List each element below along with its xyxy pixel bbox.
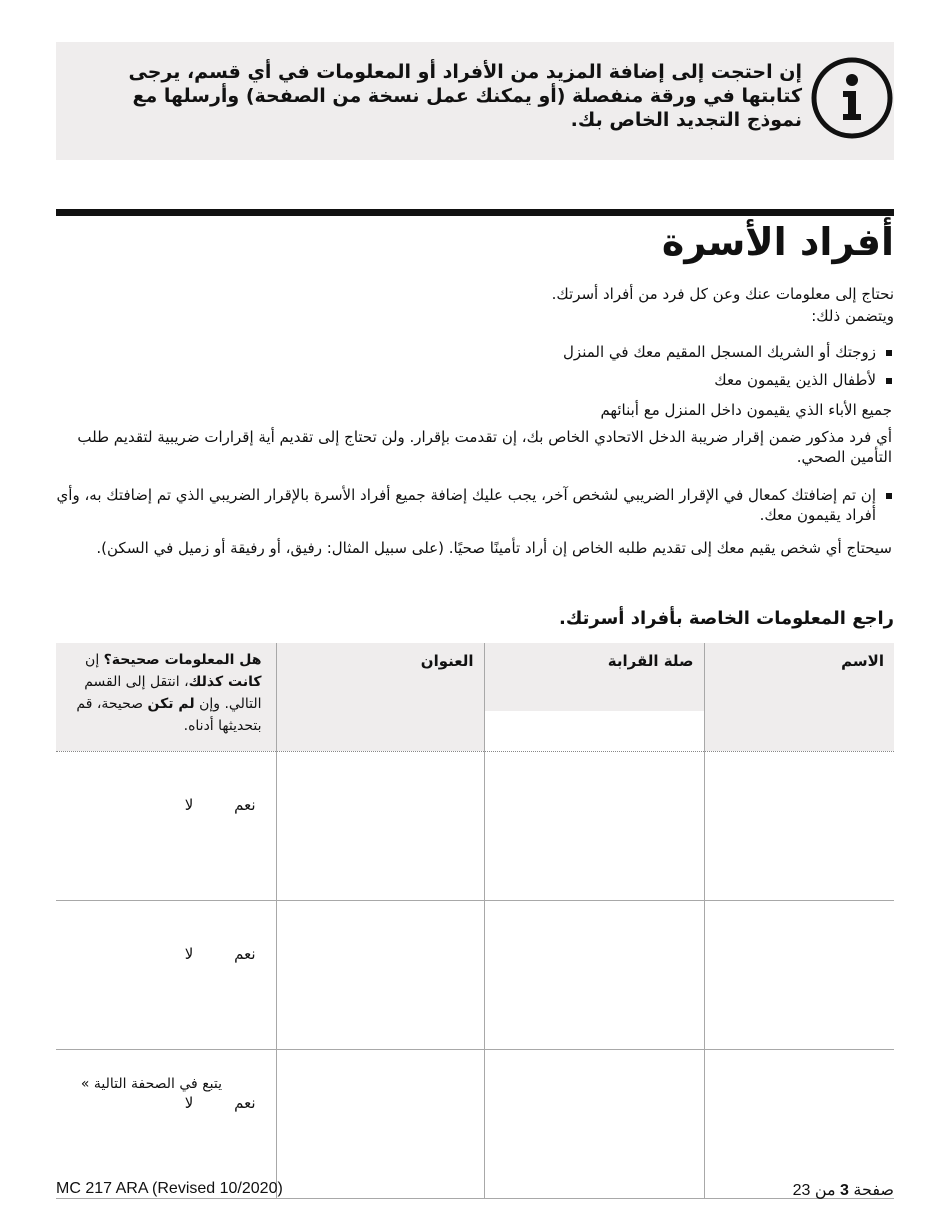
line-parents: جميع الأباء الذي يقيمون داخل المنزل مع أبنائهم: [600, 401, 892, 419]
section-title: أفراد الأسرة: [661, 220, 894, 264]
info-notice: [56, 42, 894, 160]
intro-line-2: ويتضمن ذلك:: [811, 307, 894, 325]
page-number: صفحة 3 من 23: [792, 1182, 894, 1199]
line-roommate: سيحتاج أي شخص يقيم معك إلى تقديم طلبه الخاص إن أراد تأمينًا صحيًا. (على سبيل المثال: رفيق، أو رفيقة أو زميل في السكن).: [96, 539, 892, 557]
no-option[interactable]: لا: [184, 796, 194, 814]
line-tax-return: أي فرد مذكور ضمن إقرار ضريبة الدخل الاتحادي الخاص بك، إن تقدمت بإقرار. ولن تحتاج إلى تقديم أية إقرارات ضريبية لتقديم طلب التأمين الصحي.: [77, 428, 892, 466]
info-icon: [810, 56, 894, 140]
relationship-cell[interactable]: [484, 752, 704, 901]
bullet-dependent: إن تم إضافتك كمعال في الإقرار الضريبي لشخص آخر، يجب عليك إضافة جميع أفراد الأسرة بالإقرار الضريبي الذي تم إضافتك به، وأي أفراد يقيمون معك.: [56, 485, 894, 525]
yes-option[interactable]: نعم: [234, 796, 256, 814]
correct-cell: [56, 901, 276, 1050]
info-text: إن احتجت إلى إضافة المزيد من الأفراد أو المعلومات في أي قسم، يرجى كتابتها في ورقة منفصلة (أو يمكنك عمل نسخة من الصفحة) وأرسلها مع نموذج التجديد الخاص بك.: [128, 61, 802, 131]
col-name: الاسم: [704, 643, 894, 752]
no-option[interactable]: لا: [184, 1094, 194, 1112]
household-table: [56, 643, 894, 1199]
intro-line-1: نحتاج إلى معلومات عنك وعن كل فرد من أفراد أسرتك.: [551, 285, 894, 303]
continued-note: يتبع في الصحفة التالية »: [80, 1076, 222, 1092]
no-option[interactable]: لا: [184, 945, 194, 963]
address-cell[interactable]: [276, 1050, 484, 1199]
correct-cell: [56, 752, 276, 901]
table-row: [56, 901, 894, 1050]
review-heading: راجع المعلومات الخاصة بأفراد أسرتك.: [559, 608, 894, 629]
name-cell[interactable]: [704, 1050, 894, 1199]
col-relationship: صلة القرابة: [484, 643, 704, 752]
yes-option[interactable]: نعم: [234, 945, 256, 963]
correct-cell: [56, 1050, 276, 1199]
address-cell[interactable]: [276, 752, 484, 901]
col-correct: هل المعلومات صحيحة؟ إن كانت كذلك، انتقل إلى القسم التالي. وإن لم تكن صحيحة، قم بتحديثها أدناه.: [56, 643, 276, 752]
name-cell[interactable]: [704, 901, 894, 1050]
col-address: العنوان: [276, 643, 484, 752]
name-cell[interactable]: [704, 752, 894, 901]
table-row: [56, 1050, 894, 1199]
bullet-children: لأطفال الذين يقيمون معك: [56, 370, 894, 390]
bullet-spouse: زوجتك أو الشريك المسجل المقيم معك في المنزل: [56, 342, 894, 362]
address-cell[interactable]: [276, 901, 484, 1050]
relationship-cell[interactable]: [484, 901, 704, 1050]
table-row: [56, 752, 894, 901]
form-id: MC 217 ARA (Revised 10/2020): [56, 1180, 283, 1197]
yes-option[interactable]: نعم: [234, 1094, 256, 1112]
relationship-cell[interactable]: [484, 1050, 704, 1199]
